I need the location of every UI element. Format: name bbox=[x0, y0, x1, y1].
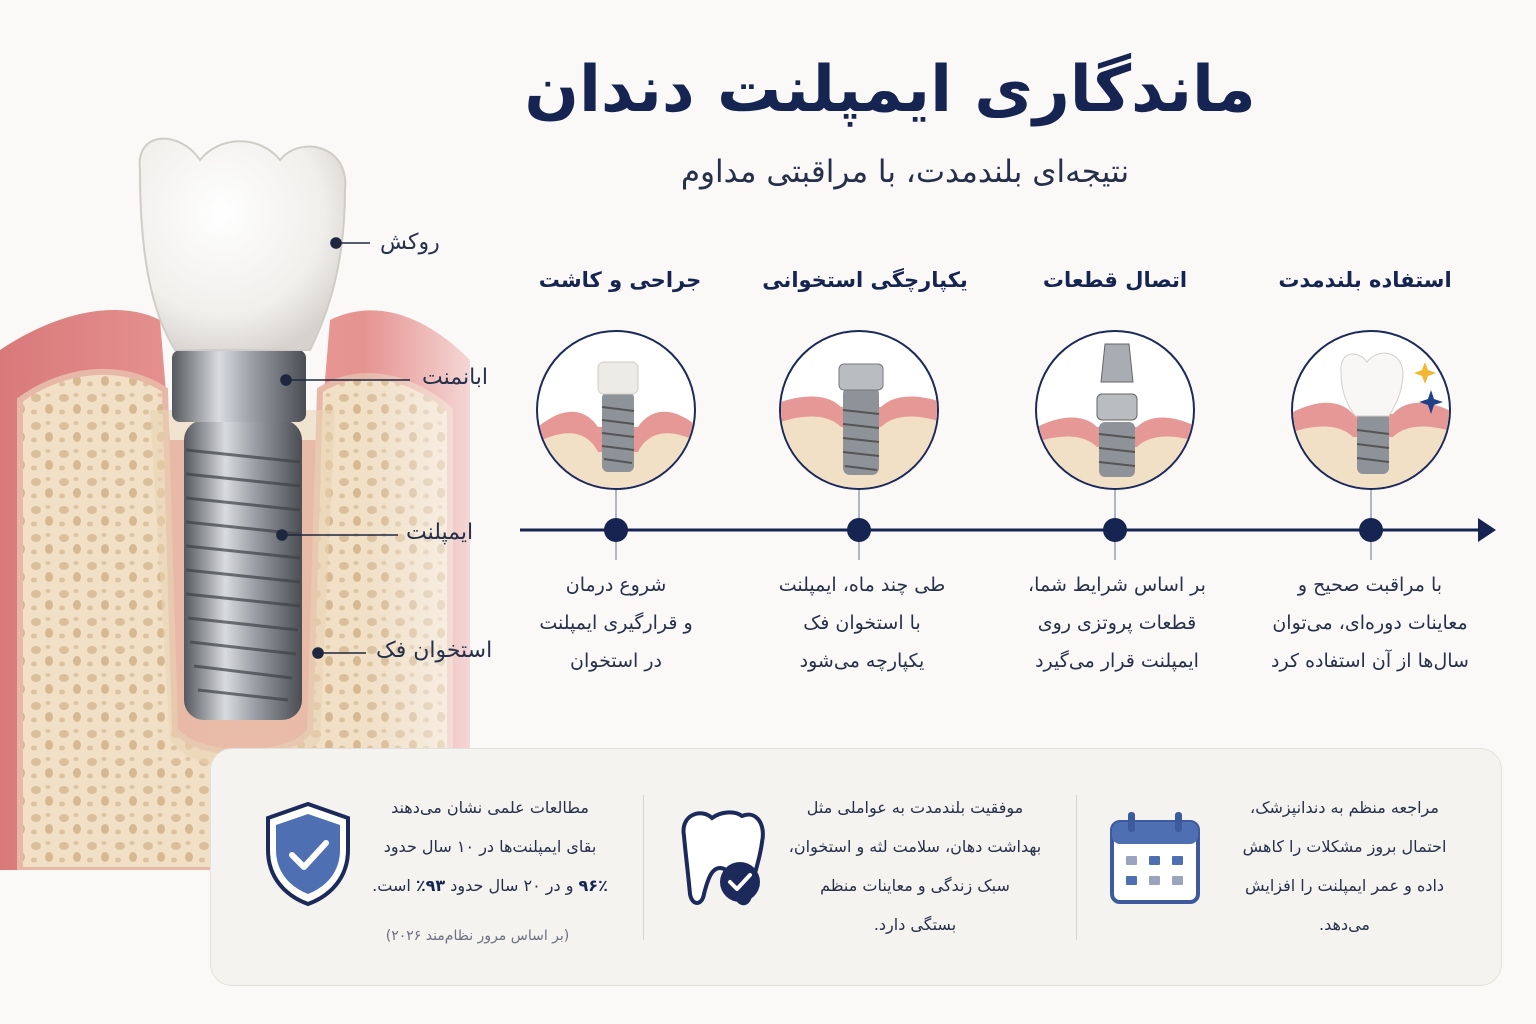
sparkle-icon bbox=[1414, 362, 1436, 384]
step-desc-line: قطعات پروتزی روی bbox=[1037, 612, 1197, 634]
step-desc-line: طی چند ماه، ایمپلنت bbox=[778, 574, 946, 596]
step-desc-line: معاینات دوره‌ای، می‌توان bbox=[1272, 612, 1468, 634]
step-title-osseointegration: یکپارچگی استخوانی bbox=[762, 268, 968, 292]
factors-line: بستگی دارد. bbox=[873, 915, 957, 934]
step-image-attachment bbox=[1035, 330, 1195, 490]
step-desc-line: با مراقبت صحیح و bbox=[1297, 574, 1443, 596]
step-title-attachment: اتصال قطعات bbox=[1042, 268, 1188, 292]
step-desc-line: بر اساس شرایط شما، bbox=[1028, 574, 1206, 596]
step-desc-line: با استخوان فک bbox=[803, 612, 921, 634]
step-title-long-term-use: استفاده بلندمدت bbox=[1278, 268, 1452, 292]
stats-text bbox=[355, 788, 625, 905]
survival-20yr-value: ۹۳٪ bbox=[415, 876, 446, 895]
step-desc-line: سال‌ها از آن استفاده کرد bbox=[1271, 650, 1469, 672]
timeline-arrow-icon bbox=[1478, 518, 1496, 542]
step-image-osseointegration bbox=[779, 330, 939, 490]
stats-line: مطالعات علمی نشان می‌دهند bbox=[391, 798, 589, 817]
step-desc-line: و قرارگیری ایمپلنت bbox=[539, 612, 693, 634]
factors-line: سبک زندگی و معاینات منظم bbox=[820, 876, 1010, 895]
checkups-text bbox=[1212, 788, 1477, 944]
shield-check-icon bbox=[262, 800, 354, 908]
anatomy-label-jawbone: استخوان فک bbox=[376, 638, 493, 663]
step-desc-attachment bbox=[992, 566, 1242, 680]
stats-source-note: (بر اساس مرور نظام‌مند ۲۰۲۶) bbox=[385, 928, 570, 944]
anatomy-label-crown: روکش bbox=[380, 230, 440, 255]
factors-text bbox=[770, 788, 1060, 944]
factors-line: موفقیت بلندمدت به عواملی مثل bbox=[806, 798, 1024, 817]
stats-line: بقای ایمپلنت‌ها در ۱۰ سال حدود bbox=[383, 837, 597, 856]
stats-line bbox=[355, 866, 625, 905]
step-title-surgery: جراحی و کاشت bbox=[538, 268, 702, 292]
page-subtitle: نتیجه‌ای بلندمدت، با مراقبتی مداوم bbox=[680, 154, 1130, 190]
info-divider bbox=[1076, 795, 1077, 940]
step-desc-line: در استخوان bbox=[570, 650, 662, 672]
step-desc-line: شروع درمان bbox=[565, 574, 667, 596]
step-desc-osseointegration bbox=[737, 566, 987, 680]
stats-line-part: است. bbox=[372, 876, 416, 895]
timeline-dot-surgery bbox=[604, 518, 628, 542]
info-divider bbox=[643, 795, 644, 940]
checkups-line: می‌دهد. bbox=[1319, 915, 1370, 934]
anatomy-label-abutment: ابانمنت bbox=[422, 365, 489, 390]
calendar-icon bbox=[1108, 810, 1202, 906]
page-title: ماندگاری ایمپلنت دندان bbox=[524, 53, 1256, 127]
step-desc-surgery bbox=[491, 566, 741, 680]
step-desc-long-term-use bbox=[1245, 566, 1495, 680]
anatomy-label-implant: ایمپلنت bbox=[406, 520, 474, 545]
timeline-dot-osseointegration bbox=[847, 518, 871, 542]
step-image-long-term-use bbox=[1291, 330, 1451, 490]
timeline-dot-long-term-use bbox=[1359, 518, 1383, 542]
tooth-check-icon bbox=[674, 806, 770, 908]
timeline-dot-attachment bbox=[1103, 518, 1127, 542]
step-desc-line: یکپارچه می‌شود bbox=[799, 650, 925, 672]
checkups-line: داده و عمر ایمپلنت را افزایش bbox=[1244, 876, 1445, 895]
checkups-line: مراجعه منظم به دندانپزشک، bbox=[1250, 798, 1439, 817]
factors-line: بهداشت دهان، سلامت لثه و استخوان، bbox=[788, 837, 1042, 856]
step-desc-line: ایمپلنت قرار می‌گیرد bbox=[1035, 650, 1199, 672]
checkups-line: احتمال بروز مشکلات را کاهش bbox=[1242, 837, 1447, 856]
survival-10yr-value: ۹۶٪ bbox=[578, 876, 608, 895]
step-image-surgery bbox=[536, 330, 696, 490]
stats-line-part: و در ۲۰ سال حدود bbox=[445, 876, 579, 895]
